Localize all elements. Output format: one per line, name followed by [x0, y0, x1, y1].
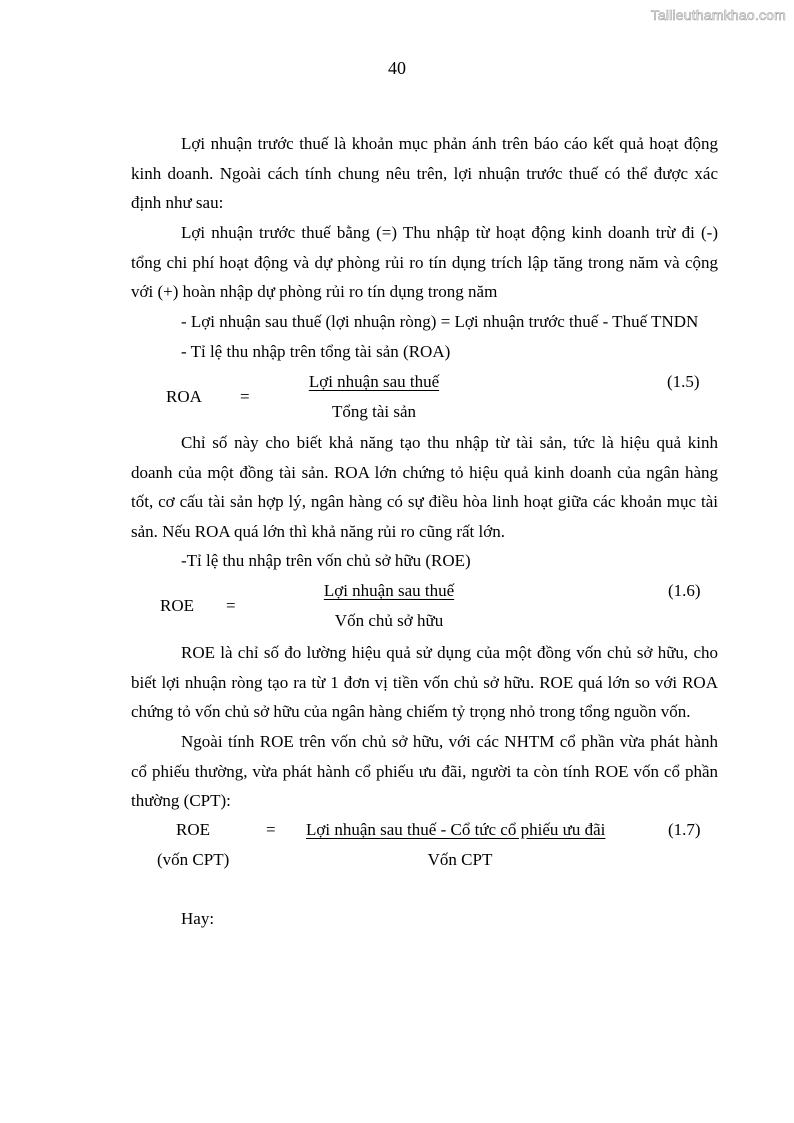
formula-roe-label: ROE — [160, 596, 194, 615]
formula-roe-number: (1.6) — [668, 581, 701, 600]
roa-heading: - Tỉ lệ thu nhập trên tổng tài sản (ROA) — [181, 342, 451, 361]
net-profit-line: - Lợi nhuận sau thuế (lợi nhuận ròng) = Lợi nhuận trước thuế - Thuế TNDN — [181, 312, 699, 331]
formula-roe-cpt-number: (1.7) — [668, 820, 701, 839]
formula-roe-cpt-sublabel: (vốn CPT) — [157, 850, 230, 869]
roe-heading: -Tỉ lệ thu nhập trên vốn chủ sở hữu (ROE) — [181, 551, 471, 570]
formula-roa-denominator: Tổng tài sản — [331, 402, 417, 421]
formula-roe-cpt-label: ROE — [176, 820, 210, 839]
formula-roe-denominator: Vốn chủ sở hữu — [334, 611, 444, 630]
formula-roe-cpt-equals: = — [266, 820, 276, 839]
paragraph-roe-explanation: ROE là chỉ số đo lường hiệu quả sử dụng của một đồng vốn chủ sở hữu, cho biết lợi nhuận ròng tạo ra từ 1 đơn vị tiền vốn chủ sở hữu. ROE quá lớn so với ROA chứng tỏ vốn chủ sở hữu của ngân hàng chiếm tỷ trọng nhỏ trong tổng nguồn vốn. — [131, 643, 718, 721]
watermark: Tailieuthamkhao.com — [650, 7, 786, 23]
paragraph-profit-formula-text: Lợi nhuận trước thuế bằng (=) Thu nhập từ hoạt động kinh doanh trừ đi (-) tổng chi phí hoạt động và dự phòng rủi ro tín dụng trích lập tăng trong năm và cộng với (+) hoàn nhập dự phòng rủi ro tín dụng trong năm — [131, 223, 718, 301]
closing-text: Hay: — [181, 909, 215, 928]
paragraph-profit-before-tax: Lợi nhuận trước thuế là khoản mục phản ánh trên báo cáo kết quả hoạt động kinh doanh. Ngoài cách tính chung nêu trên, lợi nhuận trước thuế có thể được xác định như sau: — [131, 134, 718, 212]
formula-roa-number: (1.5) — [667, 372, 700, 391]
formula-roe-equals: = — [226, 596, 236, 615]
formula-roa-label: ROA — [166, 387, 202, 406]
formula-roa-numerator: Lợi nhuận sau thuế — [308, 372, 440, 391]
paragraph-roe-cpt: Ngoài tính ROE trên vốn chủ sở hữu, với các NHTM cổ phần vừa phát hành cổ phiếu thường, vừa phát hành cổ phiếu ưu đãi, người ta còn tính ROE vốn cổ phần thường (CPT): — [131, 732, 718, 810]
formula-roe-cpt-denominator: Vốn CPT — [427, 850, 493, 869]
formula-roe-cpt-numerator: Lợi nhuận sau thuế - Cổ tức cổ phiếu ưu đãi — [306, 820, 606, 839]
formula-roe-numerator: Lợi nhuận sau thuế — [323, 581, 455, 600]
paragraph-roa-explanation: Chỉ số này cho biết khả năng tạo thu nhập từ tài sản, tức là hiệu quả kinh doanh của một đồng tài sản. ROA lớn chứng tỏ hiệu quả kinh doanh của ngân hàng tốt, cơ cấu tài sản hợp lý, ngân hàng có sự điều hòa linh hoạt giữa các khoản mục tài sản. Nếu ROA quá lớn thì khả năng rủi ro cũng rất lớn. — [131, 433, 718, 541]
formula-roa-equals: = — [240, 387, 250, 406]
page-number: 40 — [388, 58, 406, 78]
